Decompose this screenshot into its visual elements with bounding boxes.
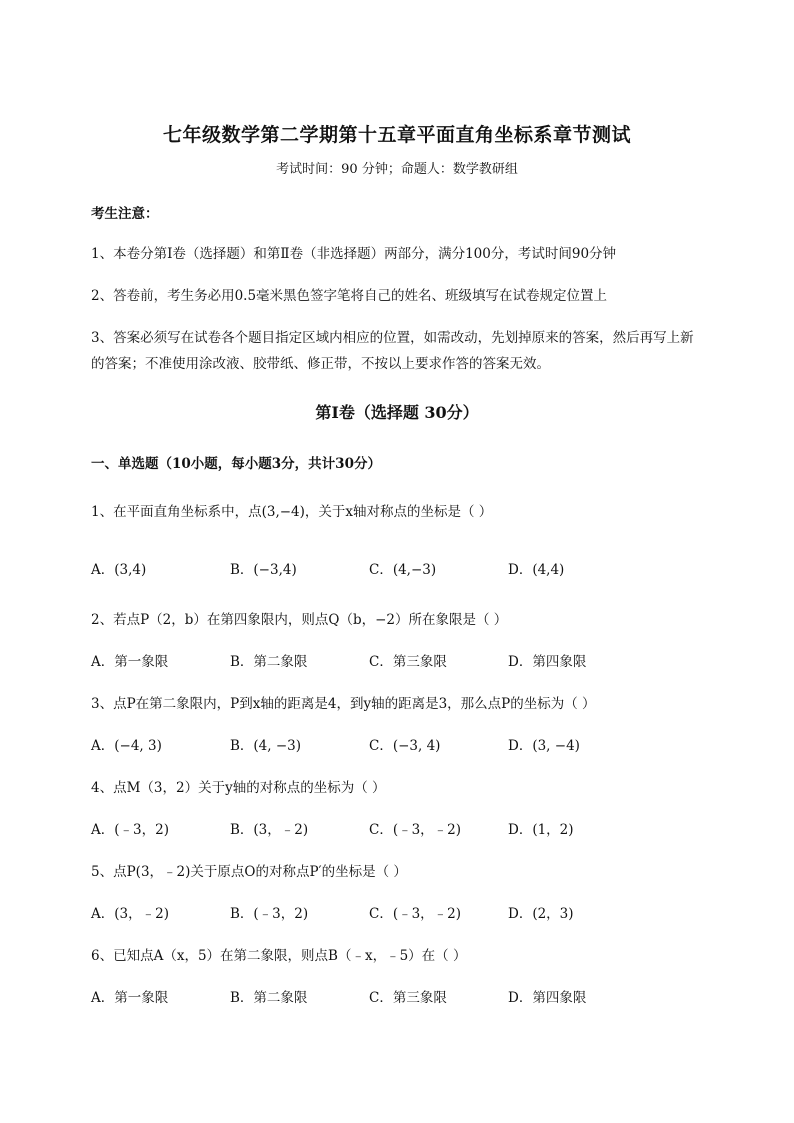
question-3-stem: 3、点P在第二象限内，P到x轴的距离是4，到y轴的距离是3，那么点P的坐标为（ ） [91,696,596,712]
question-5-option-d[interactable]: D．(2，3) [508,906,574,922]
question-5-option-c[interactable]: C．(﹣3，﹣2) [369,906,462,922]
question-5-option-b[interactable]: B．(﹣3，2) [230,906,309,922]
notice-item-3-cont: 的答案；不准使用涂改液、胶带纸、修正带，不按以上要求作答的答案无效。 [91,356,550,372]
question-4-option-b[interactable]: B．(3，﹣2) [230,822,309,838]
notice-item-1: 1、本卷分第Ⅰ卷（选择题）和第Ⅱ卷（非选择题）两部分，满分100分，考试时间90分钟 [91,246,617,262]
question-2-option-d[interactable]: D．第四象限 [508,654,587,670]
question-5-stem: 5、点P(3，﹣2)关于原点O的对称点P′的坐标是（ ） [91,864,407,880]
question-1-option-c[interactable]: C．(4,−3) [369,562,437,578]
question-1-option-d[interactable]: D．(4,4) [508,562,565,578]
question-6-option-a[interactable]: A．第一象限 [91,990,169,1006]
question-4-option-a[interactable]: A．(﹣3，2) [91,822,169,838]
question-2-stem: 2、若点P（2，b）在第四象限内，则点Q（b，−2）所在象限是（ ） [91,612,508,628]
notice-item-3: 3、答案必须写在试卷各个题目指定区域内相应的位置，如需改动，先划掉原来的答案，然后再写上新 [91,330,694,346]
question-4-stem: 4、点M（3，2）关于y轴的对称点的坐标为（ ） [91,780,386,796]
question-3-option-c[interactable]: C．(−3, 4) [369,738,441,754]
page-title: 七年级数学第二学期第十五章平面直角坐标系章节测试 [162,124,631,146]
question-2-option-c[interactable]: C．第三象限 [369,654,447,670]
question-5-option-a[interactable]: A．(3，﹣2) [91,906,169,922]
question-3-option-d[interactable]: D．(3, −4) [508,738,580,754]
question-4-option-d[interactable]: D．(1，2) [508,822,574,838]
question-1-option-a[interactable]: A．(3,4) [91,562,147,578]
question-1-stem: 1、在平面直角坐标系中，点(3,−4)，关于x轴对称点的坐标是（ ） [91,504,493,520]
question-2-option-a[interactable]: A．第一象限 [91,654,169,670]
exam-info: 考试时间：90 分钟；命题人：数学教研组 [276,162,518,177]
part-heading: 一、单选题（10小题，每小题3分，共计30分） [91,456,381,472]
question-6-option-c[interactable]: C．第三象限 [369,990,447,1006]
notice-item-2: 2、答卷前，考生务必用0.5毫米黑色签字笔将自己的姓名、班级填写在试卷规定位置上 [91,288,608,304]
question-1-option-b[interactable]: B．(−3,4) [230,562,297,578]
question-3-option-a[interactable]: A．(−4, 3) [91,738,162,754]
section-title: 第Ⅰ卷（选择题 30分） [315,403,479,422]
question-2-option-b[interactable]: B．第二象限 [230,654,308,670]
question-6-option-b[interactable]: B．第二象限 [230,990,308,1006]
question-4-option-c[interactable]: C．(﹣3，﹣2) [369,822,462,838]
question-3-option-b[interactable]: B．(4, −3) [230,738,302,754]
question-6-stem: 6、已知点A（x，5）在第二象限，则点B（﹣x，﹣5）在（ ） [91,948,467,964]
question-6-option-d[interactable]: D．第四象限 [508,990,587,1006]
notice-heading: 考生注意： [91,206,159,222]
